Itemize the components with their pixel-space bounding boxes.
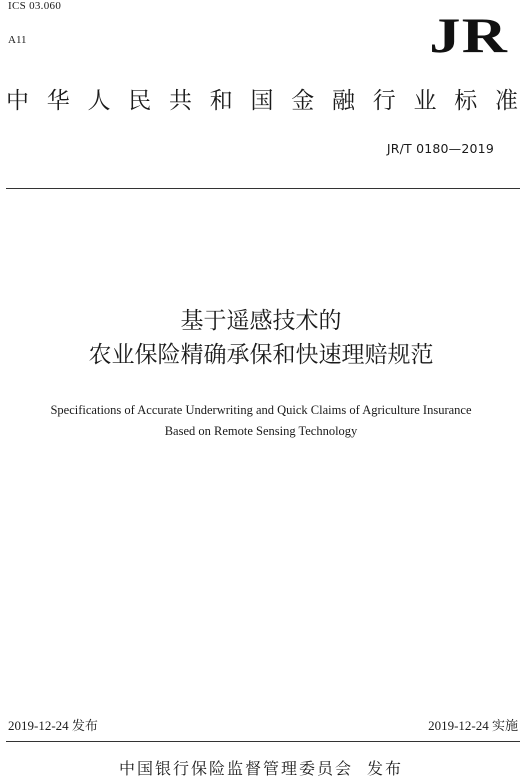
standard-title-char: 准: [495, 88, 518, 114]
standard-number: JR/T 0180—2019: [386, 141, 494, 156]
issue-date: 2019-12-24 发布: [8, 718, 98, 733]
standard-title-char: 共: [169, 88, 192, 114]
standard-title-char: 标: [454, 88, 478, 114]
classification-code: A11: [8, 34, 27, 46]
top-divider: [6, 188, 520, 189]
issuer-action: 发布: [367, 759, 404, 778]
standard-title-char: 金: [291, 88, 315, 114]
document-title-en-line2: Based on Remote Sensing Technology: [164, 424, 358, 438]
standard-title-char: 国: [250, 88, 274, 114]
standard-title-char: 和: [209, 88, 233, 114]
standard-title-char: 民: [128, 88, 152, 114]
document-title-cn-line1: 基于遥感技术的: [180, 308, 342, 334]
standard-title-char: 中: [6, 88, 29, 114]
standard-category-title: [6, 86, 518, 116]
bottom-divider: [6, 741, 520, 742]
standard-title-char: 融: [332, 88, 355, 114]
issuer-name: 中国银行保险监督管理委员会: [118, 759, 353, 778]
standard-title-char: 华: [46, 88, 70, 114]
implementation-date: 2019-12-24 实施: [428, 718, 518, 733]
standard-title-char: 行: [372, 88, 396, 114]
document-title-en-line1: Specifications of Accurate Underwriting and Quick Claims of Agriculture Insurance: [50, 403, 472, 417]
document-title-cn-line2: 农业保险精确承保和快速理赔规范: [88, 342, 434, 368]
standard-title-char: 业: [413, 88, 437, 114]
jr-logo: JR: [429, 7, 508, 63]
ics-code: ICS 03.060: [8, 0, 62, 12]
issuer-line: [0, 756, 522, 779]
standard-title-char: 人: [87, 88, 111, 114]
